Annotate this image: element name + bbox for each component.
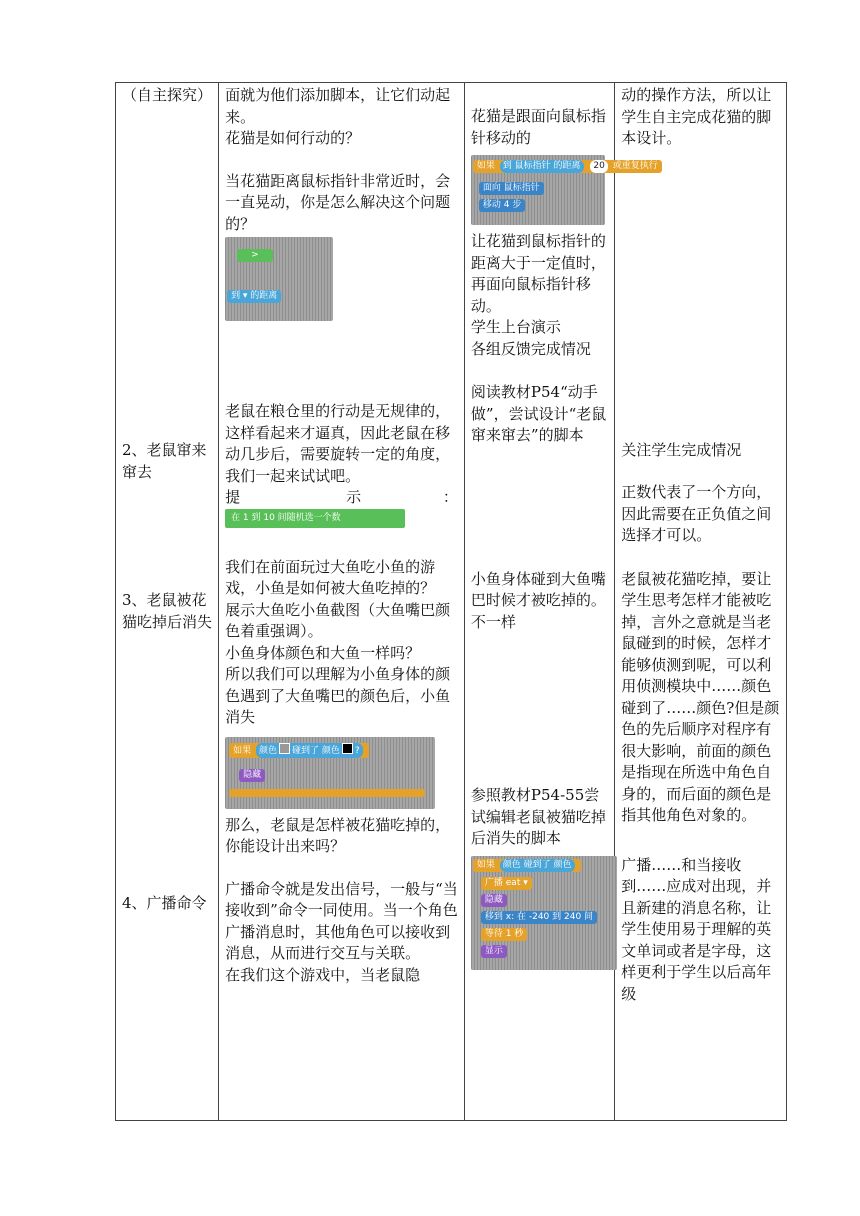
color-touch-block: 颜色 碰到了 颜色 bbox=[500, 859, 575, 872]
if-block bbox=[473, 859, 581, 872]
text-line: 阅读教材P54“动手做”，尝试设计“老鼠窜来窜去”的脚本 bbox=[470, 383, 607, 444]
text-line: 当花猫距离鼠标指针非常近时，会一直晃动，你是怎么解决这个问题的？ bbox=[225, 171, 451, 233]
text-line: 正数代表了一个方向，因此需要在正负值之间选择才可以。 bbox=[621, 483, 772, 544]
text-line: 老鼠被花猫吃掉，要让学生思考怎样才能被吃掉，言外之意就是当老鼠碰到的时候，怎样才能够侦测到呢，可以利用侦测模块中……颜色碰到了……颜色?但是颜色的先后顺序对程序有很大影响，前面的颜色是指现在所选中角色自身的，而后面的颜色是指其他角色对象的。 bbox=[621, 569, 780, 824]
text-line: 我们在前面玩过大鱼吃小鱼的游戏，小鱼是如何被大鱼吃掉的？ bbox=[225, 557, 436, 597]
move-steps-block: 移动 4 步 bbox=[479, 199, 525, 212]
text-line: 在我们这个游戏中，当老鼠隐 bbox=[225, 965, 421, 984]
text-line: 小鱼身体颜色和大鱼一样吗？ bbox=[225, 643, 421, 662]
text-line: 广播命令就是发出信号，一般与“当接收到”命令一同使用。当一个角色广播消息时，其他角色可以接收到消息，从而进行交互与关联。 bbox=[225, 879, 458, 962]
tail-label: 或重复执行 bbox=[612, 161, 658, 171]
random-block: 在 1 到 10 间随机选一个数 bbox=[227, 512, 345, 525]
if-label: 如果 bbox=[476, 859, 495, 870]
broadcast-block: 广播 eat ▾ bbox=[481, 877, 532, 890]
teacher-column bbox=[219, 83, 465, 1121]
if-block bbox=[473, 160, 662, 173]
if-block bbox=[229, 743, 369, 758]
text-line: 动的操作方法，所以让学生自主完成花猫的脚本设计。 bbox=[621, 86, 772, 147]
scratch-broadcast-image bbox=[471, 856, 617, 970]
text-line: 展示大鱼吃小鱼截图（大鱼嘴巴颜色着重强调）。 bbox=[225, 600, 451, 640]
text-line: 那么，老鼠是怎样被花猫吃掉的，你能设计出来吗？ bbox=[225, 815, 451, 855]
text-line: 花猫是跟面向鼠标指针移动的 bbox=[470, 107, 606, 147]
text-line: 关注学生完成情况 bbox=[621, 440, 742, 459]
stage-cell: 3、老鼠被花猫吃掉后消失 bbox=[122, 591, 213, 631]
if-label: 如果 bbox=[476, 161, 495, 171]
color-label: 颜色 bbox=[258, 745, 277, 756]
text-line: 广播……和当接收到……应成对出现，并且新建的消息名称，让学生使用易于理解的英文单词或者是字母，这样更利于学生以后高年级 bbox=[621, 855, 772, 1003]
text-line: 学生上台演示 bbox=[470, 318, 561, 336]
show-block: 显示 bbox=[481, 945, 507, 958]
if-end-block bbox=[229, 789, 425, 797]
stage-cell: 2、老鼠窜来窜去 bbox=[122, 441, 207, 481]
text-line: 各组反馈完成情况 bbox=[470, 339, 591, 358]
text-line: 老鼠在粮仓里的行动是无规律的，这样看起来才逼真，因此老鼠在移动几步后，需要旋转一定的角度，我们一起来试试吧。 bbox=[225, 402, 451, 485]
gt-operator-block: > bbox=[237, 249, 273, 262]
stage-cell: （自主探究） bbox=[122, 86, 213, 104]
stage-cell: 4、广播命令 bbox=[122, 894, 207, 912]
if-label: 如果 bbox=[233, 745, 252, 756]
text-line: 小鱼身体碰到大鱼嘴巴时候才被吃掉的。 bbox=[470, 569, 606, 609]
student-column bbox=[464, 83, 658, 1121]
face-mouse-block: 面向 鼠标指针 bbox=[479, 182, 544, 195]
threshold-value: 20 bbox=[590, 160, 607, 173]
text-line: 让花猫到鼠标指针的距离大于一定值时，再面向鼠标指针移动。 bbox=[470, 232, 606, 315]
hide-block: 隐藏 bbox=[481, 894, 507, 907]
stage-column bbox=[116, 83, 219, 1121]
design-column bbox=[612, 83, 787, 1121]
lesson-plan-table bbox=[115, 82, 787, 1121]
scratch-follow-image bbox=[471, 155, 658, 225]
text-line: 花猫是如何行动的？ bbox=[225, 129, 361, 147]
text-line: 所以我们可以理解为小鱼身体的颜色遇到了大鱼嘴巴的颜色后，小鱼消失 bbox=[225, 665, 451, 726]
text-line: 不一样 bbox=[470, 612, 516, 631]
table-row bbox=[116, 83, 787, 1121]
text-line: 面就为他们添加脚本，让它们动起来。 bbox=[225, 86, 451, 126]
hide-block: 隐藏 bbox=[239, 769, 265, 782]
mouse-distance-block: 到 鼠标指针 的距离 bbox=[500, 160, 584, 173]
scratch-touch-color-image bbox=[225, 737, 435, 809]
scratch-compare-image bbox=[225, 237, 333, 321]
text-line: 参照教材P54-55尝试编辑老鼠被猫吃掉后消失的脚本 bbox=[470, 786, 606, 847]
scratch-random-image bbox=[225, 509, 405, 528]
touch-label: 碰到了 颜色 bbox=[291, 745, 340, 756]
question-mark: ? bbox=[354, 745, 360, 756]
distance-block: 到 ▾ 的距离 bbox=[227, 290, 281, 303]
goto-random-block: 移到 x: 在 -240 到 240 间 bbox=[481, 911, 597, 924]
hint-label: 提 示 ： bbox=[225, 488, 458, 506]
wait-block: 等待 1 秒 bbox=[481, 928, 527, 941]
